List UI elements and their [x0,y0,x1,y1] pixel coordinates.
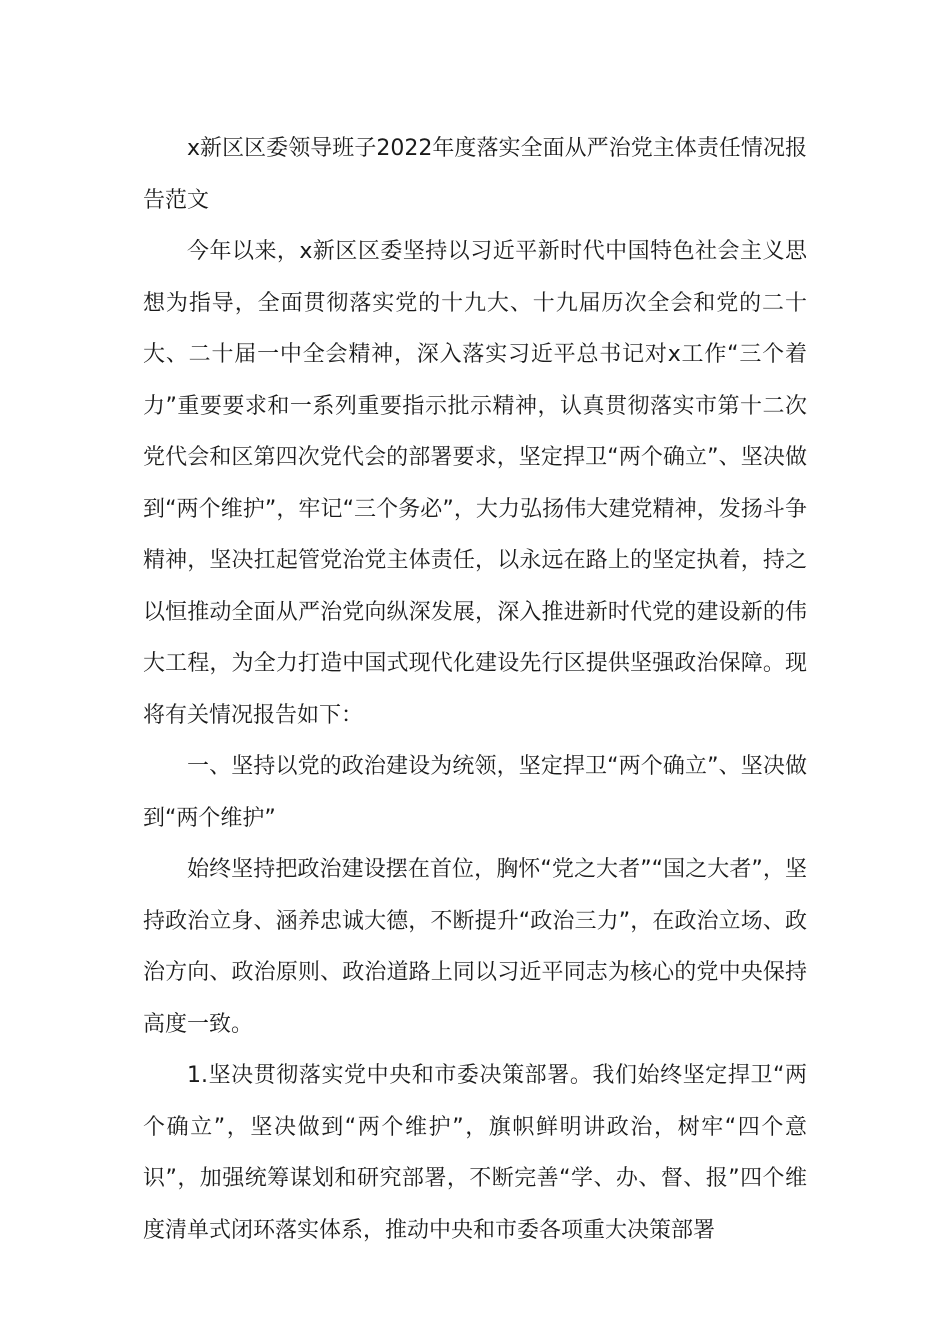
section-heading-1: 一、坚持以党的政治建设为统领，坚定捍卫“两个确立”、坚决做到“两个维护” [143,754,807,831]
paragraph-intro: 今年以来，x新区区委坚持以习近平新时代中国特色社会主义思想为指导，全面贯彻落实党的十九大、十九届历次全会和党的二十大、二十届一中全会精神，深入落实习近平总书记对x工作“三个着力”重要要求和一系列重要指示批示精神，认真贯彻落实市第十二次党代会和区第四次党代会的部署要求，坚定捍卫“两个确立”、坚决做到“两个维护”，牢记“三个务必”，大力弘扬伟大建党精神，发扬斗争精神，坚决扛起管党治党主体责任，以永远在路上的坚定执着，持之以恒推动全面从严治党向纵深发展，深入推进新时代党的建设新的伟大工程，为全力打造中国式现代化建设先行区提供坚强政治保障。现将有关情况报告如下： [143,239,807,728]
paragraph-section-1: 始终坚持把政治建设摆在首位，胸怀“党之大者”“国之大者”，坚持政治立身、涵养忠诚大德，不断提升“政治三力”，在政治立场、政治方向、政治原则、政治道路上同以习近平同志为核心的党中央保持高度一致。 [143,857,807,1037]
document-body [143,123,807,1256]
paragraph-item-1: 1.坚决贯彻落实党中央和市委决策部署。我们始终坚定捍卫“两个确立”，坚决做到“两个维护”，旗帜鲜明讲政治，树牢“四个意识”，加强统筹谋划和研究部署，不断完善“学、办、督、报”四个维度清单式闭环落实体系，推动中央和市委各项重大决策部署 [143,1063,807,1243]
document-title: x新区区委领导班子2022年度落实全面从严治党主体责任情况报告范文 [143,136,807,213]
